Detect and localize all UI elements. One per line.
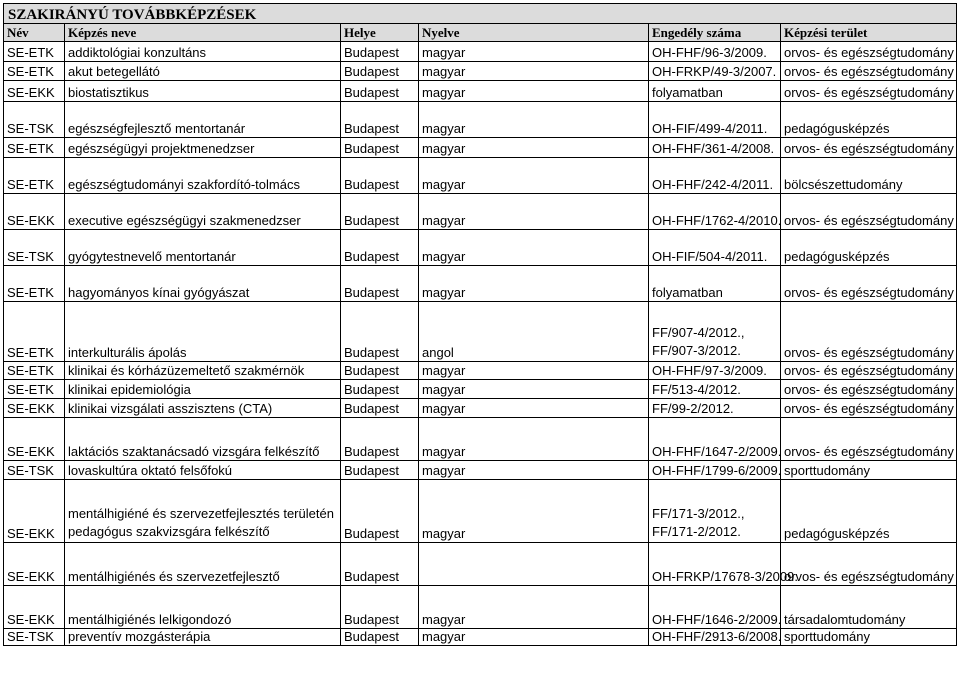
row-language: magyar	[419, 266, 649, 302]
row-permit-number: OH-FHF/1647-2/2009.	[649, 418, 781, 461]
row-training-area: orvos- és egészségtudomány	[781, 543, 957, 586]
row-code: SE-TSK	[4, 461, 65, 480]
row-code: SE-ETK	[4, 302, 65, 362]
table-row	[4, 81, 957, 102]
row-language: magyar	[419, 461, 649, 480]
row-course-name: lovaskultúra oktató felsőfokú	[65, 461, 341, 480]
row-course-name: mentálhigiénés lelkigondozó	[65, 586, 341, 629]
row-training-area: orvos- és egészségtudomány	[781, 266, 957, 302]
row-permit-number: OH-FHF/2913-6/2008.	[649, 629, 781, 646]
row-course-name: egészségfejlesztő mentortanár	[65, 102, 341, 138]
row-place: Budapest	[341, 138, 419, 158]
row-course-name: klinikai és kórházüzemeltető szakmérnök	[65, 362, 341, 380]
row-permit-number: OH-FHF/1799-6/2009.	[649, 461, 781, 480]
row-course-name: mentálhigiéné és szervezetfejlesztés területén pedagógus szakvizsgára felkészítő	[65, 480, 341, 543]
row-permit-number: FF/513-4/2012.	[649, 380, 781, 399]
row-training-area: orvos- és egészségtudomány	[781, 418, 957, 461]
row-course-name: laktációs szaktanácsadó vizsgára felkészítő	[65, 418, 341, 461]
row-course-name: biostatisztikus	[65, 81, 341, 102]
row-course-name: executive egészségügyi szakmenedzser	[65, 194, 341, 230]
row-place: Budapest	[341, 102, 419, 138]
table-row	[4, 362, 957, 380]
row-place: Budapest	[341, 81, 419, 102]
row-code: SE-ETK	[4, 266, 65, 302]
row-place: Budapest	[341, 194, 419, 230]
row-course-name: klinikai vizsgálati asszisztens (CTA)	[65, 399, 341, 418]
table-row	[4, 62, 957, 81]
table-row	[4, 158, 957, 194]
row-code: SE-ETK	[4, 62, 65, 81]
row-course-name: addiktológiai konzultáns	[65, 42, 341, 62]
row-place: Budapest	[341, 266, 419, 302]
row-training-area: pedagógusképzés	[781, 480, 957, 543]
row-place: Budapest	[341, 302, 419, 362]
table-row	[4, 418, 957, 461]
row-permit-number: FF/907-4/2012., FF/907-3/2012.	[649, 302, 781, 362]
row-place: Budapest	[341, 230, 419, 266]
row-code: SE-EKK	[4, 480, 65, 543]
column-header-language: Nyelve	[419, 24, 649, 42]
row-training-area: orvos- és egészségtudomány	[781, 42, 957, 62]
row-training-area: orvos- és egészségtudomány	[781, 362, 957, 380]
row-place: Budapest	[341, 586, 419, 629]
column-header-course: Képzés neve	[65, 24, 341, 42]
header-row	[4, 24, 957, 42]
row-permit-number: OH-FHF/361-4/2008.	[649, 138, 781, 158]
row-language: magyar	[419, 42, 649, 62]
row-code: SE-TSK	[4, 102, 65, 138]
row-code: SE-ETK	[4, 362, 65, 380]
row-training-area: pedagógusképzés	[781, 230, 957, 266]
row-course-name: hagyományos kínai gyógyászat	[65, 266, 341, 302]
row-training-area: bölcsészettudomány	[781, 158, 957, 194]
row-place: Budapest	[341, 461, 419, 480]
row-place: Budapest	[341, 399, 419, 418]
column-header-area: Képzési terület	[781, 24, 957, 42]
table-row	[4, 399, 957, 418]
row-language: magyar	[419, 138, 649, 158]
row-code: SE-EKK	[4, 399, 65, 418]
column-header-place: Helye	[341, 24, 419, 42]
row-code: SE-ETK	[4, 42, 65, 62]
row-training-area: társadalomtudomány	[781, 586, 957, 629]
row-place: Budapest	[341, 543, 419, 586]
row-course-name: interkulturális ápolás	[65, 302, 341, 362]
row-course-name: akut betegellátó	[65, 62, 341, 81]
row-place: Budapest	[341, 158, 419, 194]
row-code: SE-ETK	[4, 138, 65, 158]
row-course-name: gyógytestnevelő mentortanár	[65, 230, 341, 266]
table-row	[4, 42, 957, 62]
row-language: magyar	[419, 480, 649, 543]
row-training-area: orvos- és egészségtudomány	[781, 380, 957, 399]
row-permit-number: OH-FHF/1646-2/2009.	[649, 586, 781, 629]
row-place: Budapest	[341, 62, 419, 81]
row-permit-number: OH-FHF/242-4/2011.	[649, 158, 781, 194]
row-training-area: pedagógusképzés	[781, 102, 957, 138]
table-row	[4, 543, 957, 586]
row-code: SE-ETK	[4, 380, 65, 399]
row-permit-number: OH-FRKP/17678-3/2009.	[649, 543, 781, 586]
training-table	[3, 3, 957, 646]
table-row	[4, 629, 957, 646]
row-training-area: orvos- és egészségtudomány	[781, 81, 957, 102]
page-title: SZAKIRÁNYÚ TOVÁBBKÉPZÉSEK	[4, 4, 957, 24]
row-code: SE-EKK	[4, 418, 65, 461]
row-permit-number: OH-FRKP/49-3/2007.	[649, 62, 781, 81]
row-course-name: mentálhigiénés és szervezetfejlesztő	[65, 543, 341, 586]
row-course-name: preventív mozgásterápia	[65, 629, 341, 646]
table-row	[4, 302, 957, 362]
row-language	[419, 543, 649, 586]
table-row	[4, 266, 957, 302]
row-permit-number: FF/171-3/2012., FF/171-2/2012.	[649, 480, 781, 543]
row-language: angol	[419, 302, 649, 362]
row-permit-number: OH-FHF/1762-4/2010.	[649, 194, 781, 230]
row-language: magyar	[419, 629, 649, 646]
row-training-area: orvos- és egészségtudomány	[781, 399, 957, 418]
row-code: SE-ETK	[4, 158, 65, 194]
row-permit-number: folyamatban	[649, 81, 781, 102]
row-training-area: orvos- és egészségtudomány	[781, 62, 957, 81]
row-code: SE-EKK	[4, 81, 65, 102]
row-language: magyar	[419, 362, 649, 380]
row-place: Budapest	[341, 42, 419, 62]
row-code: SE-EKK	[4, 586, 65, 629]
table-row	[4, 380, 957, 399]
table-row	[4, 480, 957, 543]
row-training-area: sporttudomány	[781, 461, 957, 480]
row-language: magyar	[419, 102, 649, 138]
row-place: Budapest	[341, 380, 419, 399]
row-place: Budapest	[341, 418, 419, 461]
row-permit-number: OH-FHF/96-3/2009.	[649, 42, 781, 62]
title-row	[4, 4, 957, 24]
row-code: SE-TSK	[4, 629, 65, 646]
row-training-area: orvos- és egészségtudomány	[781, 302, 957, 362]
row-training-area: sporttudomány	[781, 629, 957, 646]
row-permit-number: FF/99-2/2012.	[649, 399, 781, 418]
row-place: Budapest	[341, 362, 419, 380]
row-code: SE-TSK	[4, 230, 65, 266]
row-language: magyar	[419, 418, 649, 461]
column-header-name: Név	[4, 24, 65, 42]
row-place: Budapest	[341, 629, 419, 646]
column-header-permit: Engedély száma	[649, 24, 781, 42]
row-language: magyar	[419, 586, 649, 629]
row-course-name: klinikai epidemiológia	[65, 380, 341, 399]
row-permit-number: OH-FIF/499-4/2011.	[649, 102, 781, 138]
row-permit-number: OH-FHF/97-3/2009.	[649, 362, 781, 380]
row-permit-number: OH-FIF/504-4/2011.	[649, 230, 781, 266]
row-code: SE-EKK	[4, 194, 65, 230]
row-language: magyar	[419, 62, 649, 81]
table-row	[4, 230, 957, 266]
table-row	[4, 461, 957, 480]
table-row	[4, 138, 957, 158]
row-permit-number: folyamatban	[649, 266, 781, 302]
row-language: magyar	[419, 194, 649, 230]
row-language: magyar	[419, 230, 649, 266]
row-course-name: egészségtudományi szakfordító-tolmács	[65, 158, 341, 194]
row-training-area: orvos- és egészségtudomány	[781, 194, 957, 230]
row-language: magyar	[419, 81, 649, 102]
table-row	[4, 194, 957, 230]
row-training-area: orvos- és egészségtudomány	[781, 138, 957, 158]
row-place: Budapest	[341, 480, 419, 543]
row-language: magyar	[419, 399, 649, 418]
row-language: magyar	[419, 158, 649, 194]
table-row	[4, 586, 957, 629]
row-course-name: egészségügyi projektmenedzser	[65, 138, 341, 158]
table-row	[4, 102, 957, 138]
row-code: SE-EKK	[4, 543, 65, 586]
row-language: magyar	[419, 380, 649, 399]
